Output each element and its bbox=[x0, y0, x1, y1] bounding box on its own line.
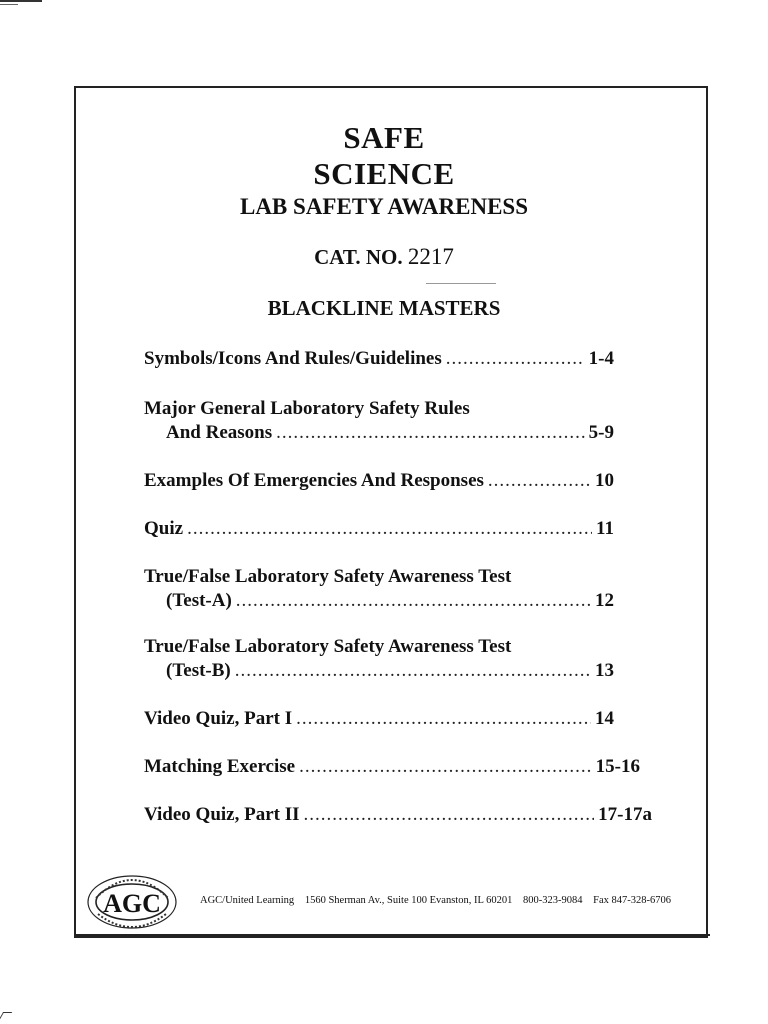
logo-wordmark: AGC bbox=[103, 889, 161, 918]
toc-entry-text: Video Quiz, Part II bbox=[144, 804, 300, 825]
toc-leader bbox=[235, 660, 591, 682]
toc-entry-page: 15-16 bbox=[595, 756, 640, 777]
toc-entry bbox=[144, 470, 614, 492]
title-line-1: SAFE bbox=[343, 120, 425, 155]
catalog-value: 2217 bbox=[407, 244, 454, 269]
catalog-label: CAT. NO. bbox=[314, 245, 403, 269]
footer-contact bbox=[200, 895, 679, 906]
scan-artifact bbox=[0, 0, 42, 2]
agc-united-learning-logo bbox=[82, 868, 192, 932]
toc-entry bbox=[144, 804, 652, 826]
footer-company: AGC/United Learning bbox=[200, 895, 295, 906]
toc-entry-page: 17-17a bbox=[598, 804, 652, 825]
toc-entry-page: 14 bbox=[595, 708, 614, 729]
footer-phone: 800-323-9084 bbox=[523, 895, 583, 906]
toc-leader bbox=[299, 756, 592, 778]
toc-leader bbox=[187, 518, 592, 540]
toc-entry-heading: True/False Laboratory Safety Awareness Test bbox=[144, 566, 512, 587]
toc-entry-heading: Major General Laboratory Safety Rules bbox=[144, 398, 470, 419]
toc-entry-text: (Test-B) bbox=[166, 660, 231, 681]
toc-leader bbox=[488, 470, 591, 492]
footer-fax: Fax 847-328-6706 bbox=[593, 895, 671, 906]
toc-entry-text: Video Quiz, Part I bbox=[144, 708, 293, 729]
toc-entry-page: 13 bbox=[595, 660, 614, 681]
toc-entry bbox=[144, 756, 640, 778]
subtitle: LAB SAFETY AWARENESS bbox=[239, 194, 529, 219]
footer-address: 1560 Sherman Av., Suite 100 Evanston, IL 60201 bbox=[304, 895, 513, 906]
toc-entry-text: Quiz bbox=[144, 518, 184, 539]
toc-entry-page: 10 bbox=[595, 470, 614, 491]
section-title: BLACKLINE MASTERS bbox=[267, 296, 501, 320]
toc-entry bbox=[144, 518, 614, 540]
toc-entry-page: 12 bbox=[595, 590, 614, 611]
toc-entry-text: Examples Of Emergencies And Responses bbox=[144, 470, 484, 491]
divider bbox=[426, 283, 496, 284]
toc-entry-heading: True/False Laboratory Safety Awareness Test bbox=[144, 636, 512, 657]
toc-entry-page: 1-4 bbox=[588, 348, 614, 369]
toc-leader bbox=[296, 708, 591, 730]
scan-artifact bbox=[0, 1012, 12, 1023]
toc-leader bbox=[276, 422, 585, 444]
scan-artifact bbox=[0, 4, 18, 5]
title-line-2: SCIENCE bbox=[313, 156, 455, 191]
toc-entry bbox=[144, 708, 614, 730]
toc-leader bbox=[304, 804, 595, 826]
toc-leader bbox=[446, 348, 585, 370]
toc-entry-text: And Reasons bbox=[166, 422, 273, 443]
footer-rule bbox=[74, 934, 710, 936]
toc-entry-text: Matching Exercise bbox=[144, 756, 296, 777]
toc-entry-page: 5-9 bbox=[588, 422, 614, 443]
logo-graphic bbox=[82, 868, 192, 932]
toc-entry-page: 11 bbox=[596, 518, 614, 539]
toc-entry-text: Symbols/Icons And Rules/Guidelines bbox=[144, 348, 442, 369]
toc-entry bbox=[166, 660, 614, 682]
toc-entry bbox=[166, 590, 614, 612]
catalog-number bbox=[0, 244, 768, 270]
toc-entry-text: (Test-A) bbox=[166, 590, 232, 611]
toc-entry bbox=[144, 348, 614, 370]
toc-entry bbox=[166, 422, 614, 444]
toc-leader bbox=[236, 590, 591, 612]
